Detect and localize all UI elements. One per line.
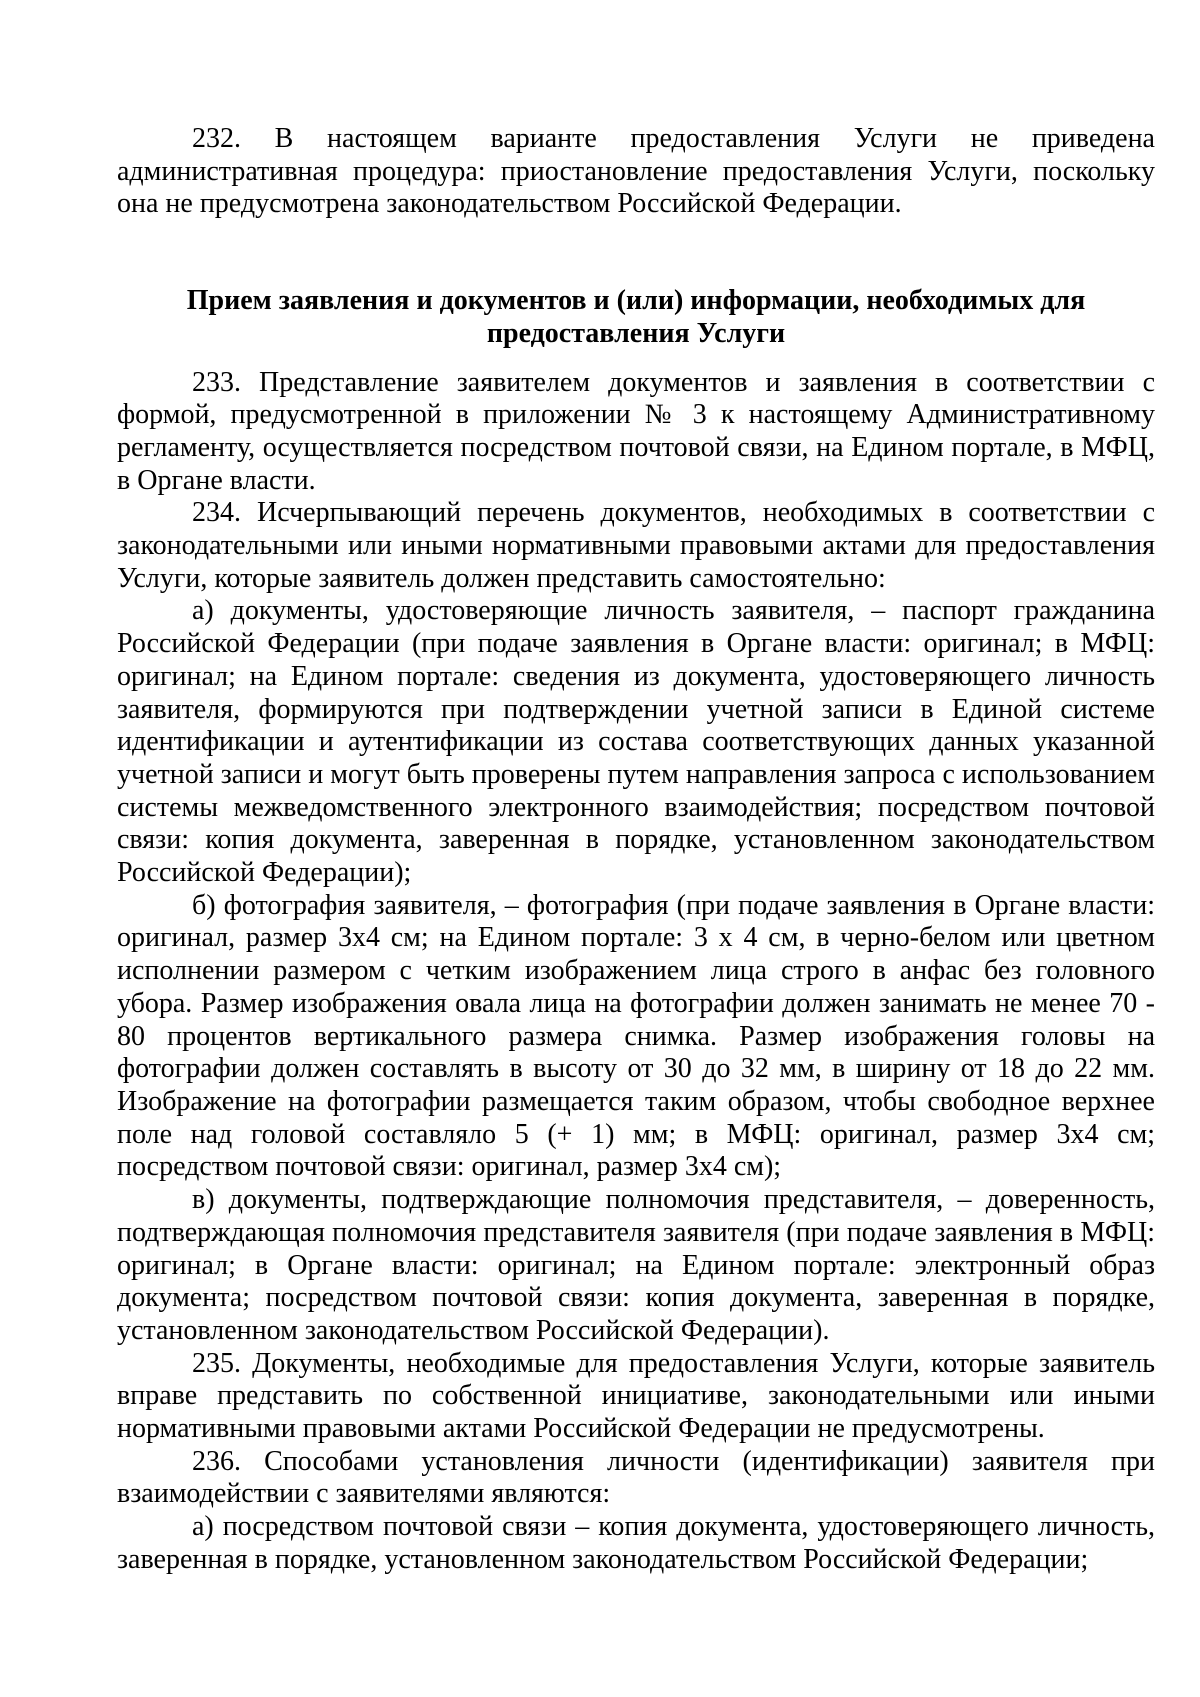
spacer	[117, 351, 1155, 367]
paragraph-236-a: а) посредством почтовой связи – копия документа, удостоверяющего личность, заверенная в порядке, установленном законодательством Российской Федерации;	[117, 1511, 1155, 1575]
paragraph-234: 234. Исчерпывающий перечень документов, необходимых в соответствии с законодательными или иными нормативными правовыми актами для предоставления Услуги, которые заявитель должен представить самостоятельно:	[117, 497, 1155, 594]
spacer	[117, 221, 1155, 285]
paragraph-236: 236. Способами установления личности (идентификации) заявителя при взаимодействии с заявителями являются:	[117, 1445, 1155, 1510]
document-page	[117, 123, 1155, 1577]
paragraph-232: 232. В настоящем варианте предоставления Услуги не приведена административная процедура: приостановление предоставления Услуги, поскольку она не предусмотрена законодательством Российской Федерации.	[117, 123, 1155, 220]
paragraph-233: 233. Представление заявителем документов и заявления в соответствии с формой, предусмотренной в приложении № 3 к настоящему Административному регламенту, осуществляется посредством почтовой связи, на Едином портале, в МФЦ, в Органе власти.	[117, 366, 1155, 496]
paragraph-234-a: а) документы, удостоверяющие личность заявителя, – паспорт гражданина Российской Федерации (при подаче заявления в Органе власти: оригинал; в МФЦ: оригинал; на Едином портале: сведения из документа, удостоверяющего личность заявителя, формируются при подтверждении учетной записи в Единой системе идентификации и аутентификации из состава соответствующих данных указанной учетной записи и могут быть проверены путем направления запроса с использованием системы межведомственного электронного взаимодействия; посредством почтовой связи: копия документа, заверенная в порядке, установленном законодательством Российской Федерации);	[117, 595, 1155, 889]
paragraph-235: 235. Документы, необходимые для предоставления Услуги, которые заявитель вправе представить по собственной инициативе, законодательными или иными нормативными правовыми актами Российской Федерации не предусмотрены.	[117, 1347, 1155, 1445]
paragraph-234-b: б) фотография заявителя, – фотография (при подаче заявления в Органе власти: оригинал, размер 3x4 см; на Едином портале: 3 x 4 см, в черно-белом или цветном исполнении размером с четким изображением лица строго в анфас без головного убора. Размер изображения овала лица на фотографии должен занимать не менее 70 - 80 процентов вертикального размера снимка. Размер изображения головы на фотографии должен составлять в высоту от 30 до 32 мм, в ширину от 18 до 22 мм. Изображение на фотографии размещается таким образом, чтобы свободное верхнее поле над головой составляло 5 (+ 1) мм; в МФЦ: оригинал, размер 3x4 см; посредством почтовой связи: оригинал, размер 3x4 см);	[117, 889, 1155, 1183]
paragraph-234-c: в) документы, подтверждающие полномочия представителя, – доверенность, подтверждающая полномочия представителя заявителя (при подаче заявления в МФЦ: оригинал; в Органе власти: оригинал; на Едином портале: электронный образ документа; посредством почтовой связи: копия документа, заверенная в порядке, установленном законодательством Российской Федерации).	[117, 1184, 1155, 1346]
section-heading: Прием заявления и документов и (или) информации, необходимых для предоставления Услуги	[186, 285, 1086, 349]
